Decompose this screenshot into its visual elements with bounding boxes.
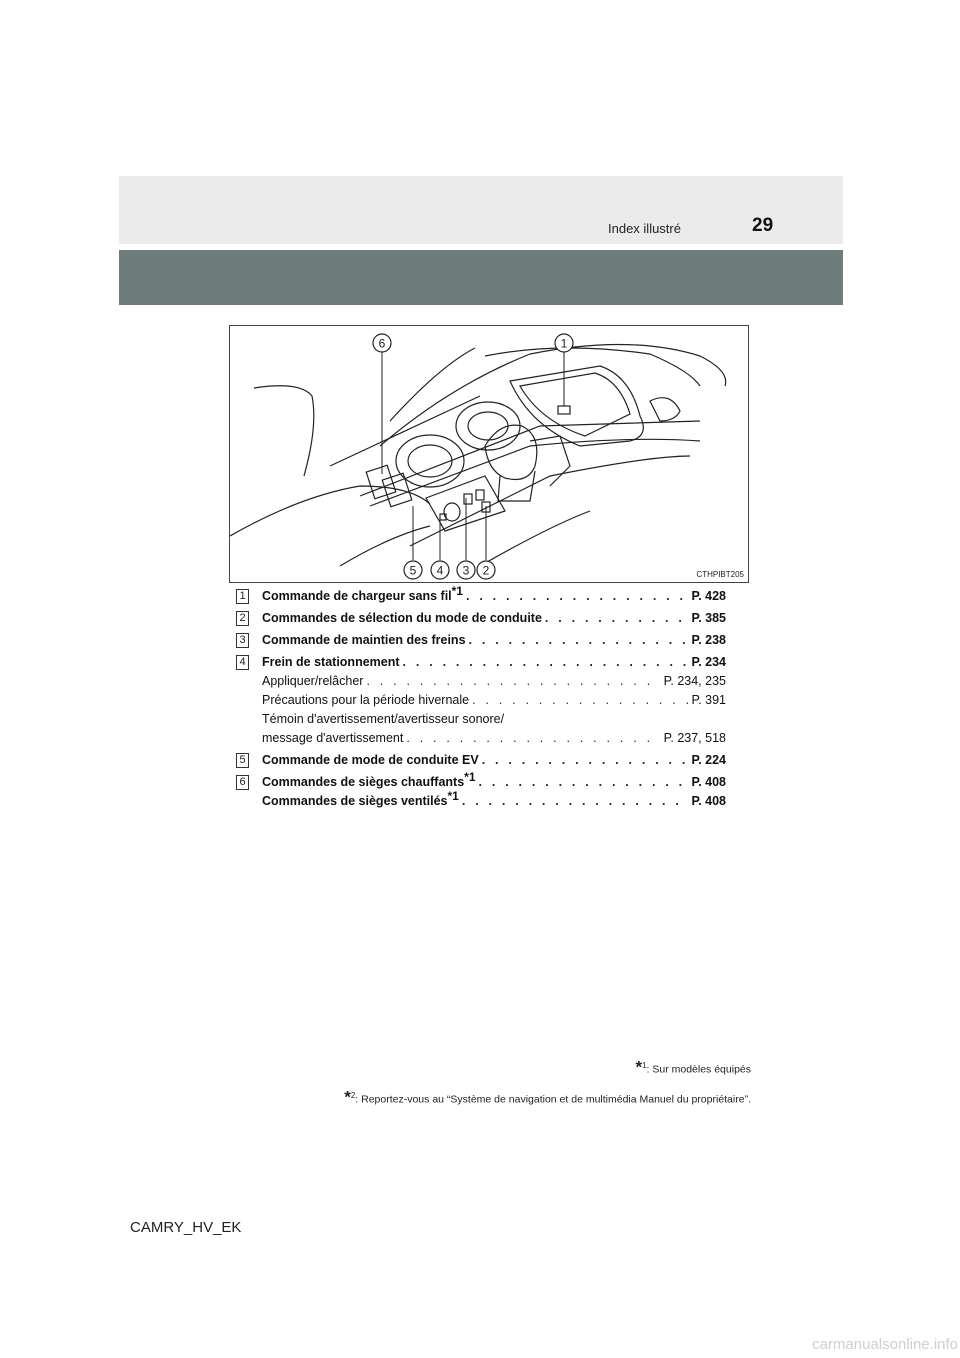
page-number: 29	[752, 215, 774, 236]
svg-text:3: 3	[462, 563, 470, 578]
page-ref-link[interactable]: P. 391	[691, 693, 726, 707]
item-number: 5	[236, 753, 249, 768]
item-label: Commande de chargeur sans fil	[262, 589, 452, 603]
section-title: Index illustré	[608, 221, 681, 236]
item-number: 4	[236, 655, 249, 670]
item-number: 6	[236, 775, 249, 790]
footnotes	[344, 1053, 751, 1112]
leader-dots	[479, 773, 689, 792]
page-ref-link[interactable]: P. 385	[691, 611, 726, 625]
item-label: Commandes de sièges ventilés	[262, 794, 448, 808]
footnote-mark: *1	[464, 769, 476, 784]
item-label: Frein de stationnement	[262, 655, 400, 669]
callout-6	[373, 334, 391, 352]
item-label: Commandes de sièges chauffants	[262, 775, 465, 789]
leader-dots	[462, 792, 689, 811]
header-band	[119, 176, 843, 244]
list-item	[236, 609, 726, 628]
sub-item-label: message d'avertissement	[262, 731, 404, 745]
document-code: CAMRY_HV_EK	[130, 1219, 242, 1236]
item-number: 1	[236, 589, 249, 604]
sub-item-label: Précautions pour la période hivernale	[262, 693, 470, 707]
leader-dots	[482, 751, 689, 770]
sub-item-label-line1: Témoin d'avertissement/avertisseur sonore/	[262, 712, 505, 726]
item-label: Commande de mode de conduite EV	[262, 753, 479, 767]
svg-text:5: 5	[409, 563, 417, 578]
item-list	[236, 583, 726, 814]
footnote-2: *$^2$: Reportez-vous au “Système de navigation et de multimédia Manuel du propriétaire”.	[344, 1087, 751, 1106]
leader-dots	[366, 672, 660, 691]
list-item	[236, 631, 726, 650]
leader-dots	[545, 609, 689, 628]
page-ref-link[interactable]: P. 408	[691, 794, 726, 808]
leader-dots	[403, 653, 689, 672]
figure-code: CTHPIBT205	[696, 570, 744, 579]
svg-text:2: 2	[482, 563, 490, 578]
callout-4	[431, 561, 449, 579]
page-ref-link[interactable]: P. 237, 518	[663, 731, 726, 745]
list-item	[236, 751, 726, 770]
page-ref-link[interactable]: P. 234	[691, 655, 726, 669]
item-number: 3	[236, 633, 249, 648]
item-number: 2	[236, 611, 249, 626]
page-ref-link[interactable]: P. 234, 235	[663, 674, 726, 688]
list-item	[236, 769, 726, 811]
callout-5	[404, 561, 422, 579]
item-label: Commandes de sélection du mode de conduite	[262, 611, 542, 625]
page-ref-link[interactable]: P. 238	[691, 633, 726, 647]
footnote-mark: *1	[447, 788, 459, 803]
leader-dots	[472, 691, 688, 710]
svg-text:1: 1	[560, 336, 568, 351]
svg-text:6: 6	[378, 336, 386, 351]
console-illustration	[229, 325, 749, 583]
svg-text:4: 4	[436, 563, 444, 578]
item-label: Commande de maintien des freins	[262, 633, 466, 647]
page-ref-link[interactable]: P. 408	[691, 775, 726, 789]
leader-dots	[406, 729, 660, 748]
callout-1	[555, 334, 573, 352]
page-ref-link[interactable]: P. 224	[691, 753, 726, 767]
console-drawing	[230, 326, 748, 582]
list-item	[236, 583, 726, 606]
sub-item-label: Appliquer/relâcher	[262, 674, 364, 688]
callout-3	[457, 561, 475, 579]
footnote-1: *$^1$: Sur modèles équipés	[635, 1057, 751, 1077]
leader-dots	[466, 587, 688, 606]
page-ref-link[interactable]: P. 428	[691, 589, 726, 603]
leader-dots	[469, 631, 689, 650]
footnote-mark: *1	[451, 583, 463, 598]
callout-2	[477, 561, 495, 579]
list-item	[236, 653, 726, 748]
watermark: carmanualsonline.info	[812, 1336, 958, 1353]
section-bar	[119, 250, 843, 305]
